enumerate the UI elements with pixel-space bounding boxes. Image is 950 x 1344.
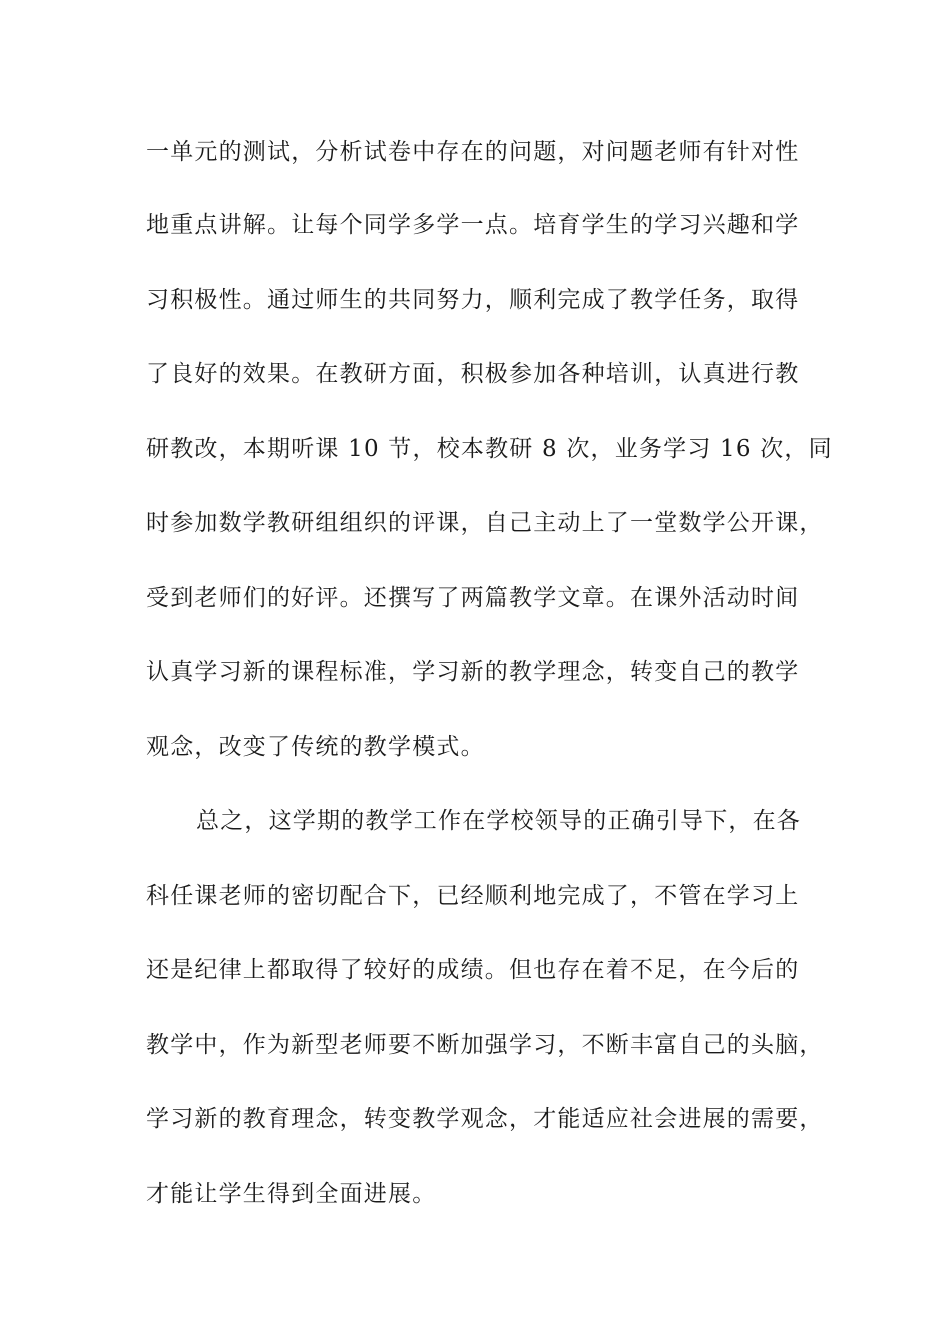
paragraph-line: 地重点讲解。让每个同学多学一点。培育学生的学习兴趣和学 bbox=[146, 212, 800, 238]
paragraph-line: 研教改，本期听课 10 节，校本教研 8 次，业务学习 16 次，同 bbox=[146, 436, 833, 462]
paragraph-line: 了良好的效果。在教研方面，积极参加各种培训，认真进行教 bbox=[146, 361, 800, 387]
paragraph-first-line: 总之，这学期的教学工作在学校领导的正确引导下，在各 bbox=[196, 808, 801, 834]
paragraph-line: 还是纪律上都取得了较好的成绩。但也存在着不足，在今后的 bbox=[146, 957, 800, 983]
paragraph-line: 习积极性。通过师生的共同努力，顺利完成了教学任务，取得 bbox=[146, 287, 800, 313]
paragraph-line: 受到老师们的好评。还撰写了两篇教学文章。在课外活动时间 bbox=[146, 585, 800, 611]
paragraph-line: 学习新的教育理念，转变教学观念，才能适应社会进展的需要， bbox=[146, 1106, 824, 1132]
paragraph-line: 才能让学生得到全面进展。 bbox=[146, 1181, 437, 1207]
paragraph-line: 科任课老师的密切配合下，已经顺利地完成了，不管在学习上 bbox=[146, 883, 800, 909]
paragraph-line: 教学中，作为新型老师要不断加强学习，不断丰富自己的头脑， bbox=[146, 1032, 824, 1058]
paragraph-line: 时参加数学教研组组织的评课，自己主动上了一堂数学公开课， bbox=[146, 510, 824, 536]
paragraph-line: 一单元的测试，分析试卷中存在的问题，对问题老师有针对性 bbox=[146, 139, 800, 165]
paragraph-line: 观念，改变了传统的教学模式。 bbox=[146, 734, 485, 760]
paragraph-line: 认真学习新的课程标准，学习新的教学理念，转变自己的教学 bbox=[146, 659, 800, 685]
